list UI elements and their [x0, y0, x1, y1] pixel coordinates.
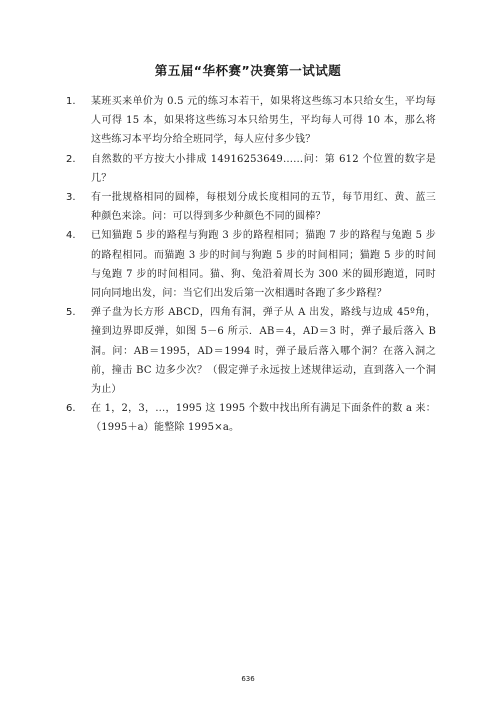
problem-number: 3. — [66, 192, 76, 204]
problem-number: 5. — [66, 307, 76, 319]
problem-item-1 — [66, 92, 436, 150]
page-number: 636 — [241, 675, 255, 683]
problem-text: 某班买来单价为 0.5 元的练习本若干，如果将这些练习本只给女生，平均每人可得 15 本，如果将这些练习本只给男生，平均每人可得 10 本，那么将这些练习本平均分给全班同学，每人应付多少钱？ — [91, 96, 436, 146]
problem-item-5 — [66, 303, 436, 399]
problem-text: 自然数的平方按大小排成 14916253649……问：第 612 个位置的数字是几？ — [91, 153, 436, 184]
problem-number: 4. — [66, 230, 76, 242]
problem-list — [66, 92, 436, 438]
problem-text: 有一批规格相同的圆棒，每根划分成长度相同的五节，每节用红、黄、蓝三种颜色来涂。问：可以得到多少种颜色不同的圆棒？ — [91, 192, 436, 223]
problem-item-6 — [66, 399, 436, 437]
problem-item-4 — [66, 226, 436, 303]
problem-item-2 — [66, 150, 436, 188]
problem-text: 在 1，2，3，…，1995 这 1995 个数中找出所有满足下面条件的数 a 来：（1995＋a）能整除 1995×a。 — [91, 403, 436, 434]
problem-text: 已知猫跑 5 步的路程与狗跑 3 步的路程相同；猫跑 7 步的路程与兔跑 5 步的路程相同。而猫跑 3 步的时间与狗跑 5 步的时间相同；猫跑 5 步的时间与兔跑 7 步的时间相同。猫、狗、兔沿着周长为 300 米的圆形跑道，同时同向同地出发，问：当它们出发后第一次相遇时各跑了多少路程？ — [91, 230, 436, 300]
problem-item-3 — [66, 188, 436, 226]
problem-text: 弹子盘为长方形 ABCD，四角有洞，弹子从 A 出发，路线与边成 45º角，撞到边界即反弹，如图 5－6 所示．AB＝4，AD＝3 时，弹子最后落入 B 洞。问：AB＝1995，AD＝1994 时，弹子最后落入哪个洞？在落入洞之前，撞击 BC 边多少次？（假定弹子永远按上述规律运动，直到落入一个洞为止） — [91, 307, 436, 396]
problem-number: 6. — [66, 403, 76, 415]
problem-number: 1. — [66, 96, 76, 107]
problem-number: 2. — [66, 153, 76, 165]
page-title: 第五届“华杯赛”决赛第一试试题 — [154, 63, 342, 78]
